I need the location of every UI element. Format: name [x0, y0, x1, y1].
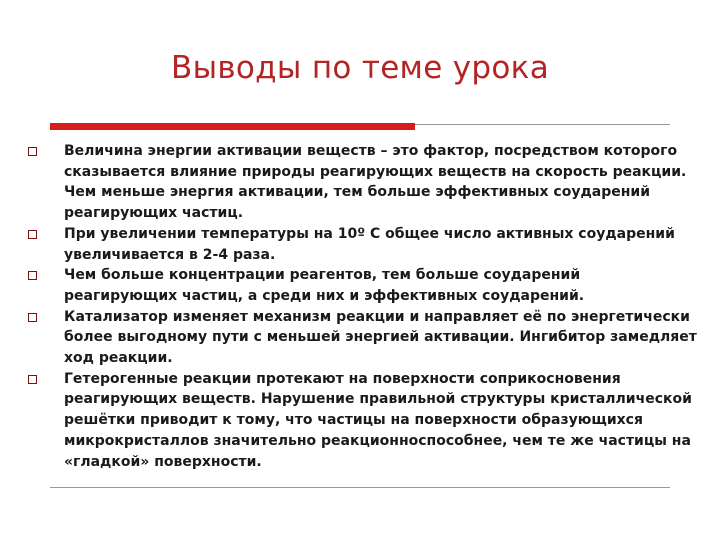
conclusions-list: [28, 141, 698, 472]
square-bullet-icon: [28, 313, 37, 322]
list-item-text: Чем больше концентрации реагентов, тем больше соударений реагирующих частиц, а среди них и эффективных соударений.: [64, 267, 585, 304]
slide-title: Выводы по теме урока: [171, 50, 549, 86]
title-accent-bar: [50, 123, 415, 130]
list-item: [28, 141, 698, 224]
square-bullet-icon: [28, 271, 37, 280]
square-bullet-icon: [28, 230, 37, 239]
list-item-text: Величина энергии активации веществ – это фактор, посредством которого сказывается влияние природы реагирующих веществ на скорость реакции. Чем меньше энергия активации, тем больше эффективных соударений реагирующих частиц.: [64, 143, 687, 222]
square-bullet-icon: [28, 375, 37, 384]
bottom-divider-line: [50, 487, 670, 488]
list-item-text: Гетерогенные реакции протекают на поверхности соприкосновения реагирующих веществ. Нарушение правильной структуры кристаллической решётки приводит к тому, что частицы на поверхности образующихся микрокристаллов значительно реакционноспособнее, чем те же частицы на «гладкой» поверхности.: [64, 370, 692, 470]
list-item-text: Катализатор изменяет механизм реакции и направляет её по энергетически более выгодному пути с меньшей энергией активации. Ингибитор замедляет ход реакции.: [64, 308, 697, 367]
list-item: [28, 224, 698, 265]
list-item-text: При увеличении температуры на 10º С общее число активных соударений увеличивается в 2-4 раза.: [64, 225, 675, 263]
list-item: [28, 369, 698, 473]
square-bullet-icon: [28, 147, 37, 156]
list-item: [28, 307, 698, 369]
list-item: [28, 265, 698, 306]
